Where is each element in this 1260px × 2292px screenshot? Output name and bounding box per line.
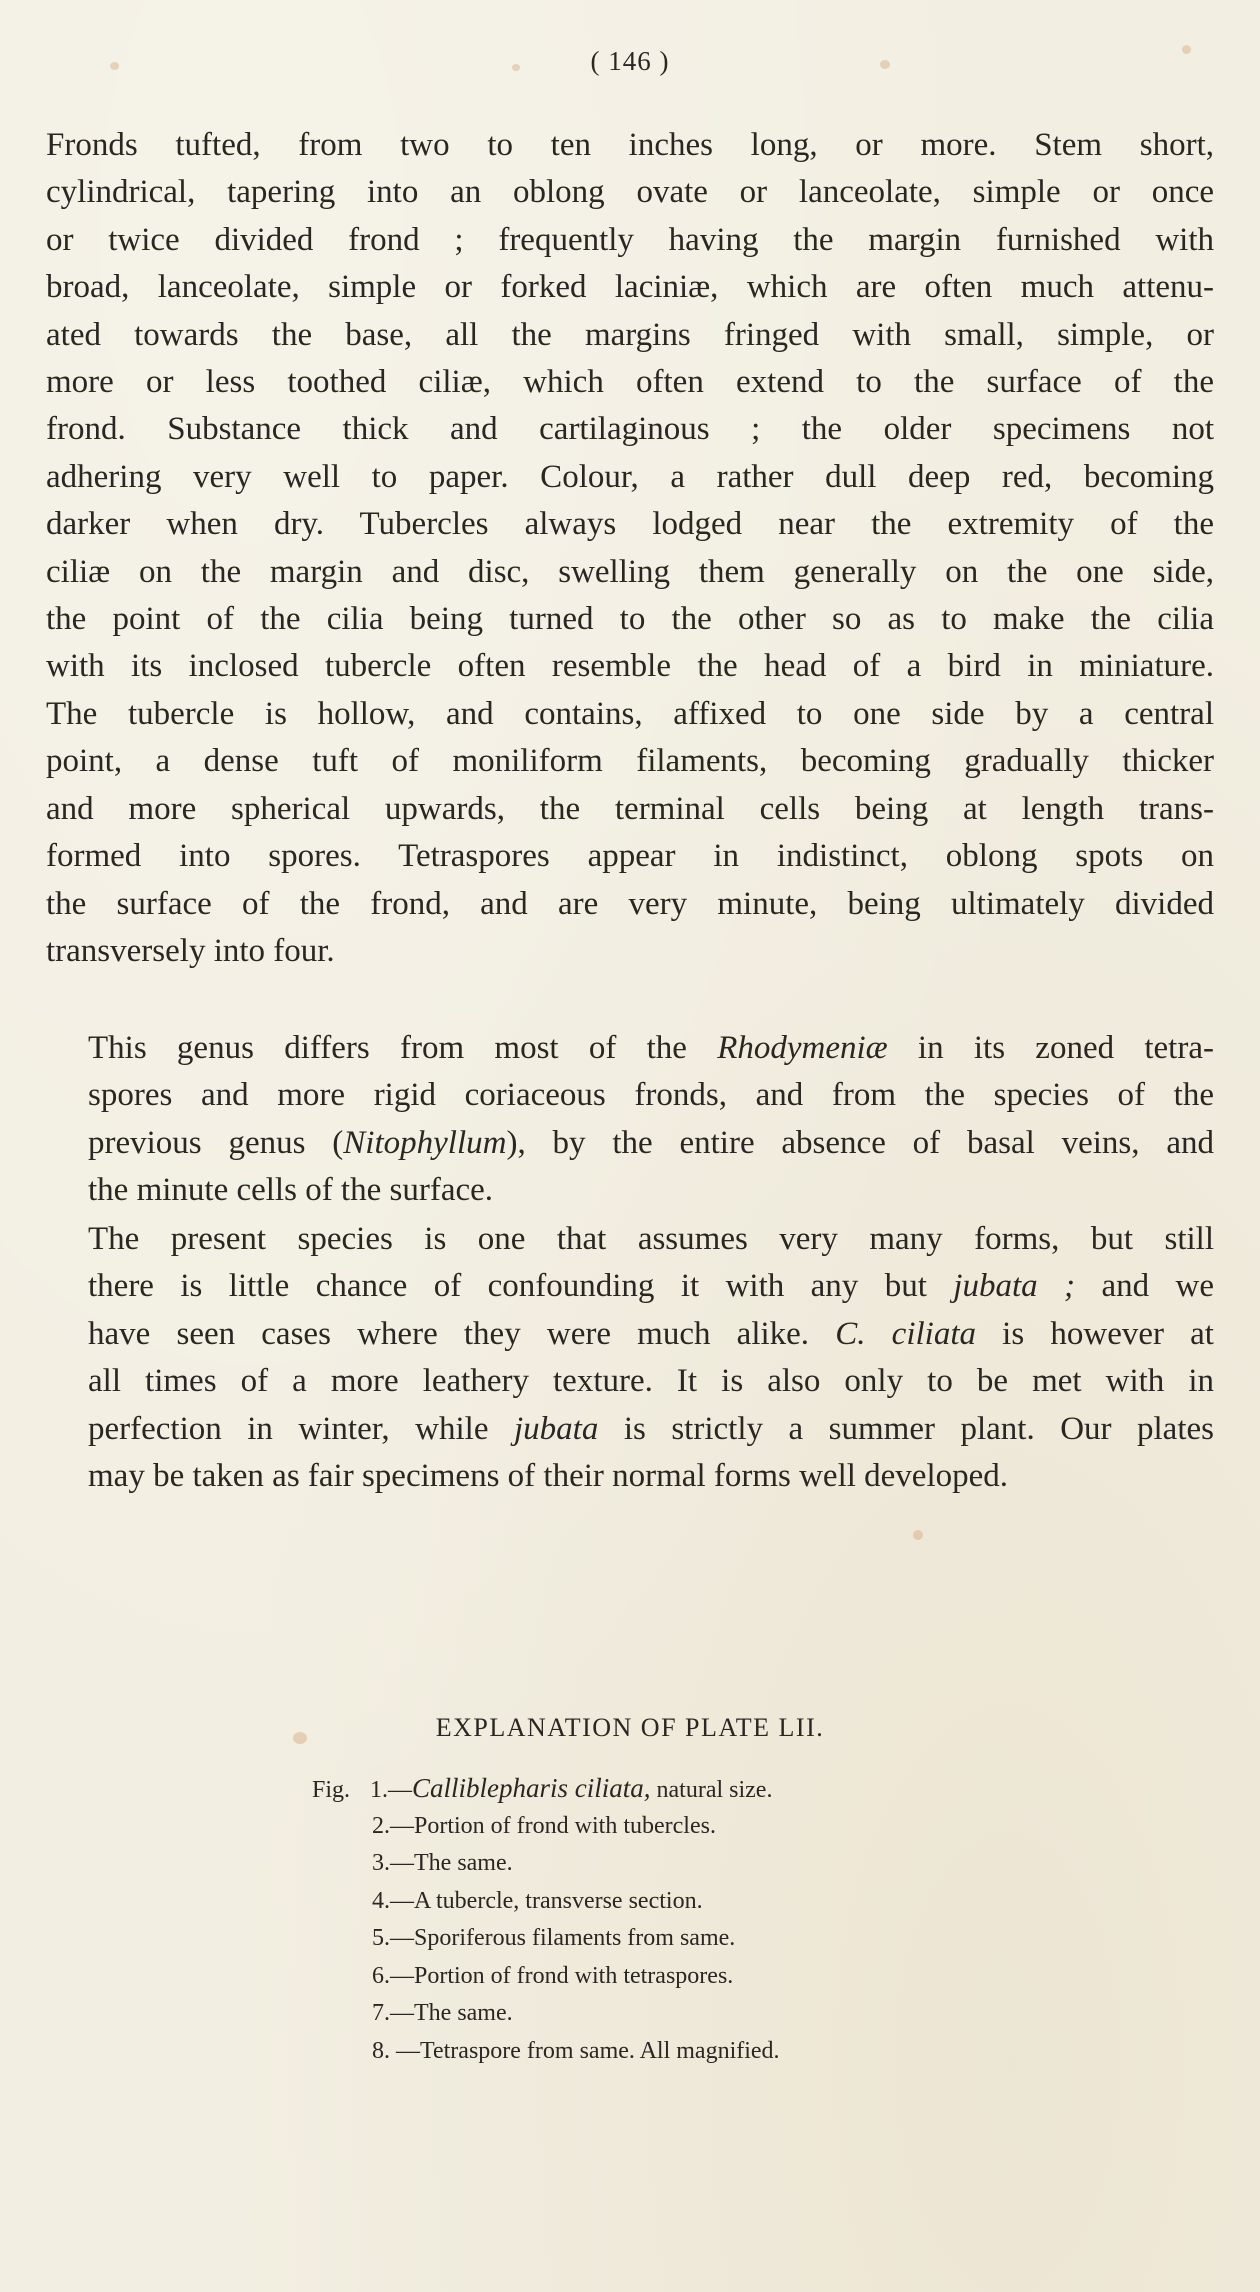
genus-comparison-paragraph [46, 1025, 1214, 1215]
text-line: or twice divided frond ; frequently having the margin furnished with [46, 221, 1214, 258]
text-run: is however at [976, 1315, 1214, 1352]
text-run: ), by the entire absence of basal veins, and [506, 1124, 1214, 1161]
text-run: previous genus ( [88, 1124, 344, 1161]
figure-item: 5.—Sporiferous filaments from same. [372, 1925, 736, 1951]
text-line: more or less toothed ciliæ, which often extend to the surface of the [46, 364, 1214, 401]
text-line: adhering very well to paper. Colour, a rather dull deep red, becoming [46, 458, 1214, 495]
species-name: C. ciliata [835, 1315, 976, 1352]
text-run: there is little chance of confounding it with any but [88, 1268, 954, 1305]
text-line: the minute cells of the surface. [88, 1172, 494, 1209]
text-run: have seen cases where they were much alike. [88, 1315, 836, 1352]
text-line: with its inclosed tubercle often resemble the head of a bird in miniature. [46, 648, 1214, 685]
text-line [46, 1120, 1214, 1167]
figure-item: 4.—A tubercle, transverse section. [372, 1887, 703, 1914]
figure-caption: natural size. [650, 1777, 773, 1803]
text-line: ated towards the base, all the margins fringed with small, simple, or [46, 316, 1214, 353]
text-line [46, 1025, 1214, 1072]
text-run: is strictly a summer plant. Our plates [598, 1410, 1214, 1447]
plate-explanation-title: EXPLANATION OF PLATE LII. [435, 1713, 825, 1742]
text-line: The tubercle is hollow, and contains, affixed to one side by a central [46, 695, 1214, 732]
fig-prefix: Fig. [312, 1777, 351, 1803]
figure-item: 6.—Portion of frond with tetraspores. [372, 1962, 734, 1989]
figure-number: 1.— [370, 1777, 412, 1803]
species-name: jubata [513, 1410, 599, 1447]
genus-name: Nitophyllum [343, 1124, 507, 1161]
figure-item [312, 1770, 780, 1808]
text-line: The present species is one that assumes very many forms, but still [88, 1221, 1214, 1257]
text-run: in its zoned tetra- [887, 1030, 1214, 1066]
text-line [46, 1311, 1214, 1358]
text-line: cylindrical, tapering into an oblong ovate or lanceolate, simple or once [46, 174, 1214, 211]
text-line: and more spherical upwards, the terminal cells being at length trans- [46, 790, 1214, 827]
text-line: the surface of the frond, and are very minute, being ultimately divided [46, 885, 1214, 922]
figure-item: 2.—Portion of frond with tubercles. [372, 1812, 716, 1839]
text-line: point, a dense tuft of moniliform filaments, becoming gradually thicker [46, 743, 1214, 780]
page-number: ( 146 ) [590, 46, 670, 76]
text-line: darker when dry. Tubercles always lodged near the extremity of the [46, 506, 1214, 543]
genus-name: Rhodymeniæ [717, 1030, 888, 1066]
figure-item: 3.—The same. [372, 1850, 513, 1876]
figure-item: 7.—The same. [372, 2000, 513, 2026]
figure-list [312, 1770, 780, 2070]
text-line: transversely into four. [46, 932, 335, 969]
text-line: broad, lanceolate, simple or forked laciniæ, which are often much attenu- [46, 269, 1214, 306]
description-paragraph [46, 122, 1214, 975]
text-run: and we [1075, 1268, 1214, 1305]
text-run: perfection in winter, while [88, 1410, 514, 1447]
species-notes-paragraph [46, 1216, 1214, 1500]
figure-item: 8. —Tetraspore from same. All magnified. [372, 2037, 780, 2064]
text-line: may be taken as fair specimens of their normal forms well developed. [88, 1458, 1009, 1495]
text-line: ciliæ on the margin and disc, swelling them generally on the one side, [46, 553, 1214, 590]
text-line: formed into spores. Tetraspores appear in indistinct, oblong spots on [46, 838, 1214, 875]
text-line: the point of the cilia being turned to the other so as to make the cilia [46, 601, 1214, 638]
text-line [46, 1263, 1214, 1310]
stain-spot [913, 1530, 923, 1540]
species-name: jubata ; [953, 1268, 1076, 1305]
species-name: Calliblepharis ciliata, [412, 1773, 651, 1803]
text-line: Fronds tufted, from two to ten inches long, or more. Stem short, [46, 127, 1214, 163]
text-line: all times of a more leathery texture. It is also only to be met with in [88, 1363, 1214, 1400]
text-line [46, 1406, 1214, 1453]
text-line: spores and more rigid coriaceous fronds, and from the species of the [88, 1077, 1214, 1114]
text-line: frond. Substance thick and cartilaginous ; the older specimens not [46, 411, 1214, 448]
text-run: This genus differs from most of the [88, 1030, 718, 1066]
